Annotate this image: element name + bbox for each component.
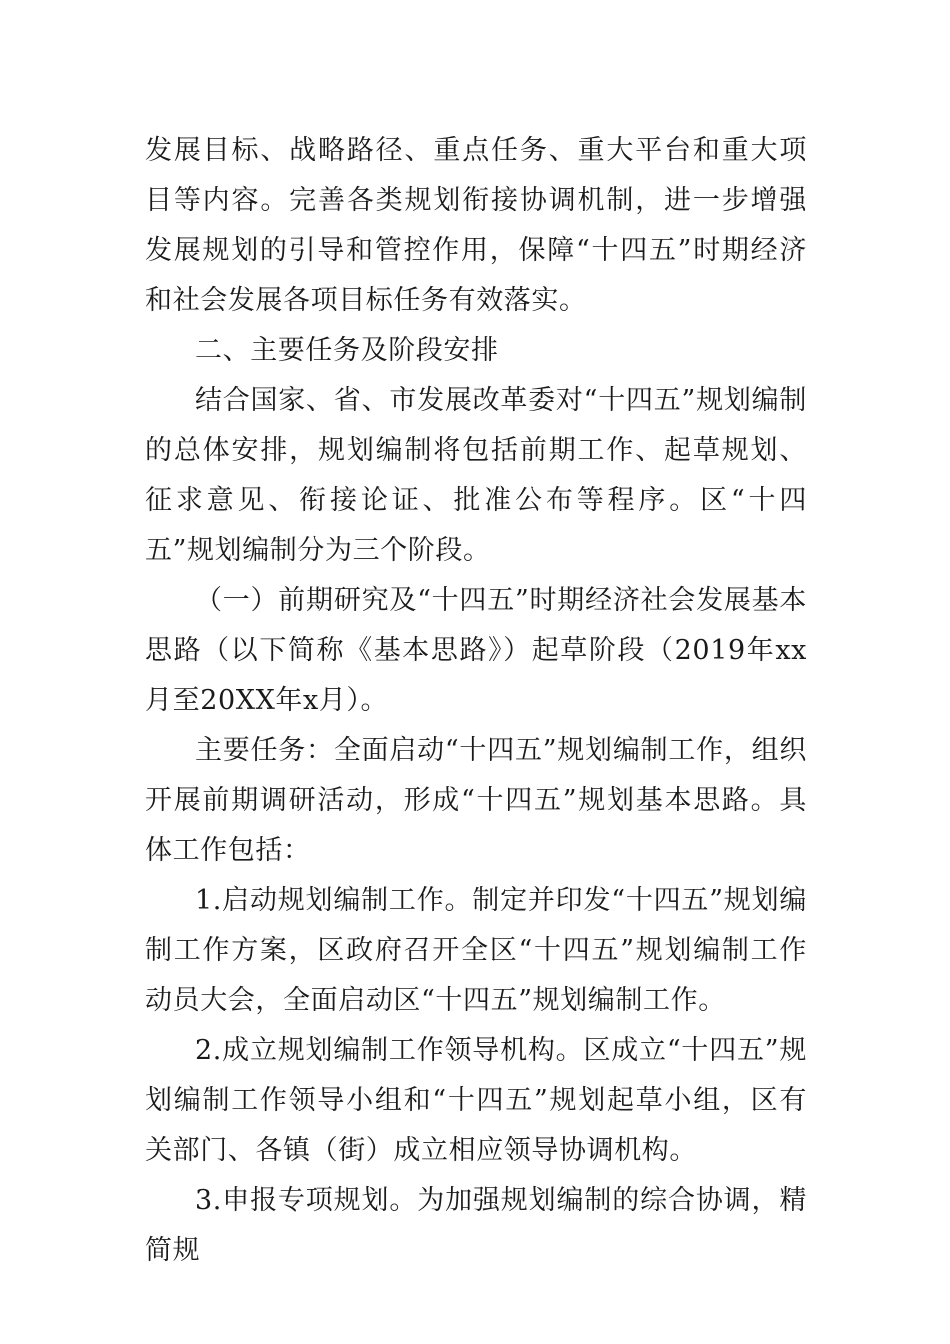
list-item-3: 3.申报专项规划。为加强规划编制的综合协调，精简规 (145, 1185, 807, 1266)
list-item-1: 1.启动规划编制工作。制定并印发“十四五”规划编制工作方案，区政府召开全区“十四五”规划编制工作动员大会，全面启动区“十四五”规划编制工作。 (145, 885, 807, 1016)
paragraph-continuation: 发展目标、战略路径、重点任务、重大平台和重大项目等内容。完善各类规划衔接协调机制，进一步增强发展规划的引导和管控作用，保障“十四五”时期经济和社会发展各项目标任务有效落实。 (145, 135, 807, 316)
section-heading: 二、主要任务及阶段安排 (195, 335, 499, 366)
paragraph-overview: 结合国家、省、市发展改革委对“十四五”规划编制的总体安排，规划编制将包括前期工作、起草规划、征求意见、衔接论证、批准公布等程序。区“十四五”规划编制分为三个阶段。 (145, 385, 807, 566)
list-item-2: 2.成立规划编制工作领导机构。区成立“十四五”规划编制工作领导小组和“十四五”规划起草小组，区有关部门、各镇（街）成立相应领导协调机构。 (145, 1035, 807, 1166)
subsection-heading: （一）前期研究及“十四五”时期经济社会发展基本思路（以下简称《基本思路》）起草阶段（2019年xx月至20XX年x月）。 (145, 585, 807, 716)
document-body (145, 126, 807, 1276)
paragraph-main-tasks: 主要任务：全面启动“十四五”规划编制工作，组织开展前期调研活动，形成“十四五”规划基本思路。具体工作包括： (145, 735, 807, 866)
